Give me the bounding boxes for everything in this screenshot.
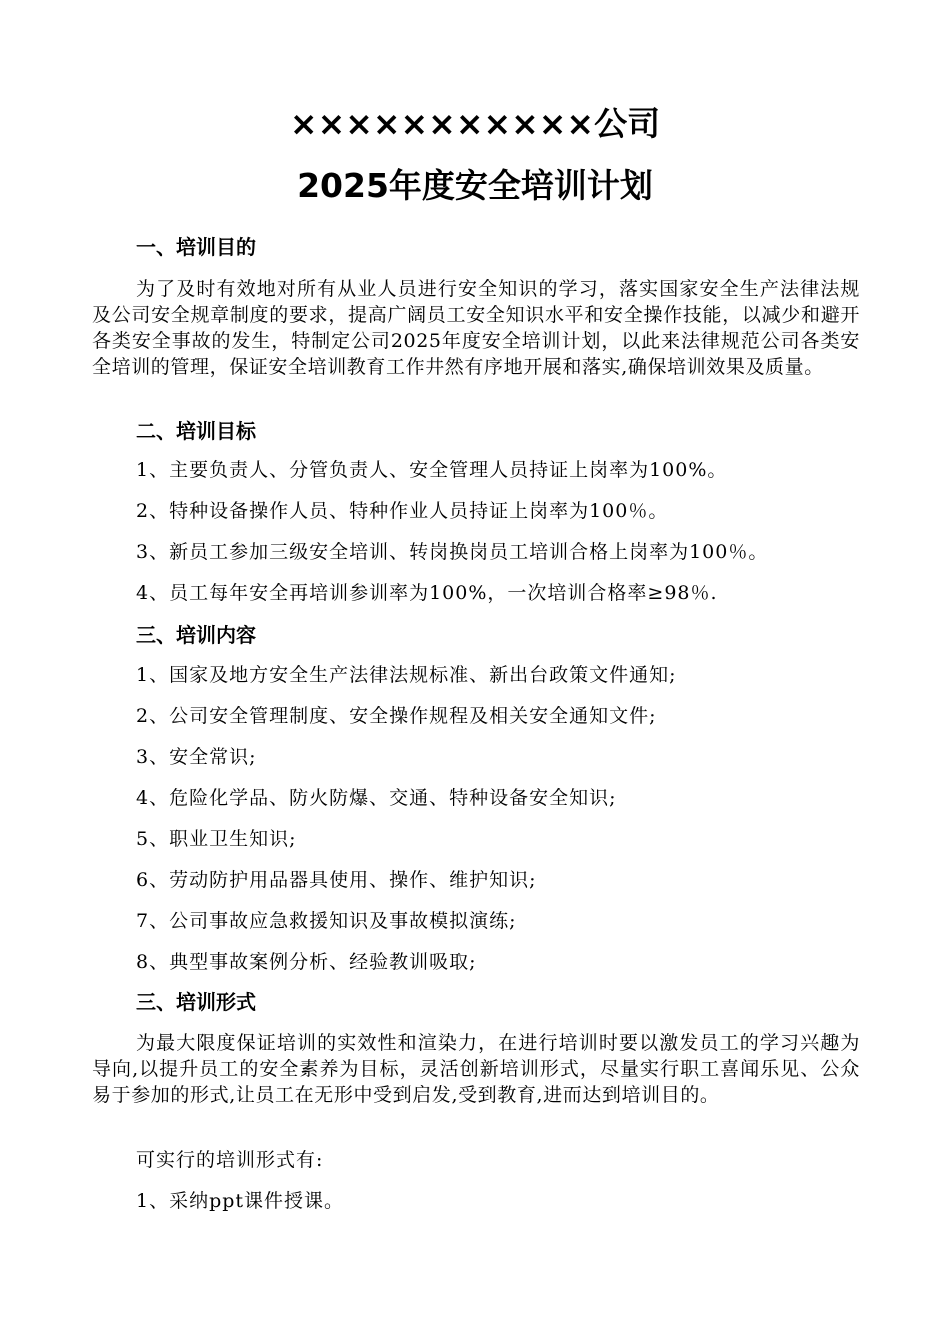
content-item-5: 5、职业卫生知识; <box>136 828 297 850</box>
content-item-6: 6、劳动防护用品器具使用、操作、维护知识; <box>136 869 537 891</box>
goal-item-3: 3、新员工参加三级安全培训、转岗换岗员工培训合格上岗率为100％。 <box>136 541 769 563</box>
section-heading-goals: 二、培训目标 <box>136 419 256 443</box>
content-item-8: 8、典型事故案例分析、经验教训吸取; <box>136 951 477 973</box>
content-item-1: 1、国家及地方安全生产法律法规标准、新出台政策文件通知; <box>136 664 677 686</box>
company-title: ×××××××××××公司 <box>289 104 661 143</box>
goal-item-1: 1、主要负责人、分管负责人、安全管理人员持证上岗率为100%。 <box>136 459 728 481</box>
content-item-2: 2、公司安全管理制度、安全操作规程及相关安全通知文件; <box>136 705 657 727</box>
content-item-3: 3、安全常识; <box>136 746 257 768</box>
section-heading-content: 三、培训内容 <box>136 623 256 647</box>
purpose-paragraph: 为了及时有效地对所有从业人员进行安全知识的学习，落实国家安全生产法律法规及公司安全规章制度的要求，提高广阔员工安全知识水平和安全操作技能，以减少和避开各类安全事故的发生，特制定公司2025年度安全培训计划，以此来法律规范公司各类安全培训的管理，保证安全培训教育工作井然有序地开展和落实,确保培训效果及质量。 <box>92 278 860 378</box>
forms-item-1: 1、采纳ppt课件授课。 <box>136 1190 345 1212</box>
section-heading-forms: 三、培训形式 <box>136 990 256 1014</box>
forms-intro: 可实行的培训形式有: <box>136 1149 324 1171</box>
forms-paragraph: 为最大限度保证培训的实效性和渲染力，在进行培训时要以激发员工的学习兴趣为导向,以提升员工的安全素养为目标，灵活创新培训形式，尽量实行职工喜闻乐见、公众易于参加的形式,让员工在无形中受到启发,受到教育,进而达到培训目的。 <box>92 1032 860 1106</box>
section-heading-purpose: 一、培训目的 <box>136 235 256 259</box>
goal-item-2: 2、特种设备操作人员、特种作业人员持证上岗率为100％。 <box>136 500 669 522</box>
content-item-4: 4、危险化学品、防火防爆、交通、特种设备安全知识; <box>136 787 617 809</box>
content-item-7: 7、公司事故应急救援知识及事故模拟演练; <box>136 910 517 932</box>
goal-item-4: 4、员工每年安全再培训参训率为100%，一次培训合格率≥98％. <box>136 582 718 604</box>
plan-title: 2025年度安全培训计划 <box>297 166 653 205</box>
